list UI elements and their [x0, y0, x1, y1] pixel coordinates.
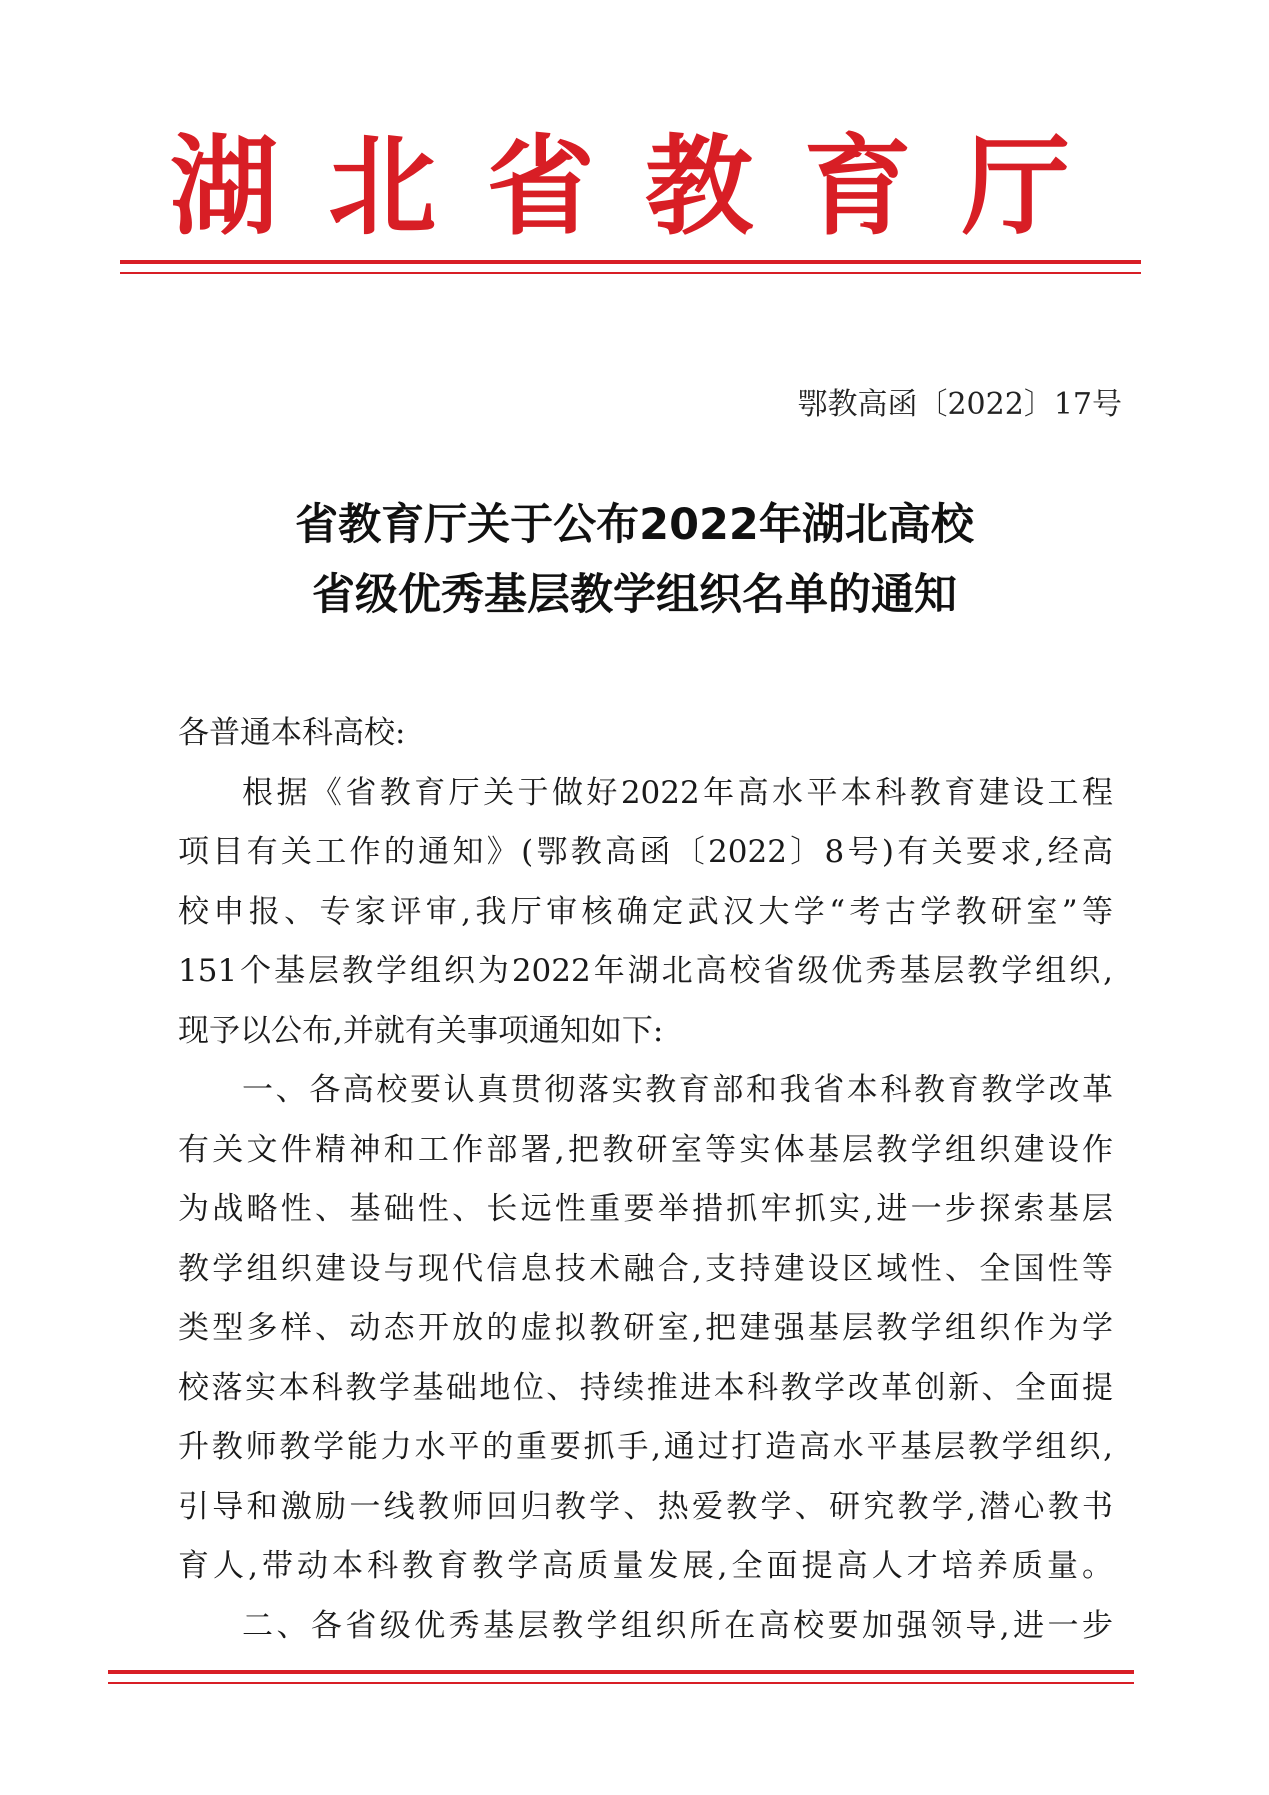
body-line: 引导和激励一线教师回归教学、热爱教学、研究教学,潜心教书 [178, 1488, 1113, 1525]
body-line: 育人,带动本科教育教学高质量发展,全面提高人才培养质量。 [178, 1548, 1113, 1584]
body-line: 151个基层教学组织为2022年湖北高校省级优秀基层教学组织, [178, 953, 1113, 989]
body-line: 校落实本科教学基础地位、持续推进本科教学改革创新、全面提 [178, 1369, 1113, 1406]
body-line: 教学组织建设与现代信息技术融合,支持建设区域性、全国性等 [178, 1250, 1113, 1287]
body-line: 有关文件精神和工作部署,把教研室等实体基层教学组织建设作 [178, 1131, 1113, 1168]
body-line: 现予以公布,并就有关事项通知如下: [178, 1012, 664, 1049]
body-line: 一、各高校要认真贯彻落实教育部和我省本科教育教学改革 [242, 1072, 1113, 1108]
masthead-char: 育 [803, 125, 912, 250]
body-line: 校申报、专家评审,我厅审核确定武汉大学“考古学教研室”等 [178, 893, 1113, 930]
body-line: 升教师教学能力水平的重要抓手,通过打造高水平基层教学组织, [178, 1429, 1113, 1465]
masthead-char: 北 [328, 125, 437, 250]
masthead-char: 厅 [961, 125, 1070, 250]
masthead-char: 湖 [170, 125, 279, 250]
body-line: 二、各省级优秀基层教学组织所在高校要加强领导,进一步 [242, 1607, 1113, 1644]
red-rule-top [120, 260, 1141, 274]
document-number: 鄂教高函〔2022〕17号 [797, 387, 1122, 422]
body-line: 为战略性、基础性、长远性重要举措抓牢抓实,进一步探索基层 [178, 1191, 1113, 1227]
title-line-1: 省教育厅关于公布2022年湖北高校 [295, 500, 974, 550]
red-rule-bottom [108, 1670, 1134, 1684]
body-line: 根据《省教育厅关于做好2022年高水平本科教育建设工程 [242, 774, 1113, 811]
title-line-2: 省级优秀基层教学组织名单的通知 [312, 570, 957, 620]
document-title [0, 490, 1269, 630]
agency-masthead [170, 125, 1070, 250]
masthead-char: 教 [645, 125, 754, 250]
masthead-char: 省 [486, 125, 595, 250]
body-line: 类型多样、动态开放的虚拟教研室,把建强基层教学组织作为学 [178, 1310, 1113, 1346]
salutation: 各普通本科高校: [178, 715, 406, 751]
document-body [178, 704, 1113, 1656]
body-line: 项目有关工作的通知》(鄂教高函〔2022〕8号)有关要求,经高 [178, 834, 1113, 870]
